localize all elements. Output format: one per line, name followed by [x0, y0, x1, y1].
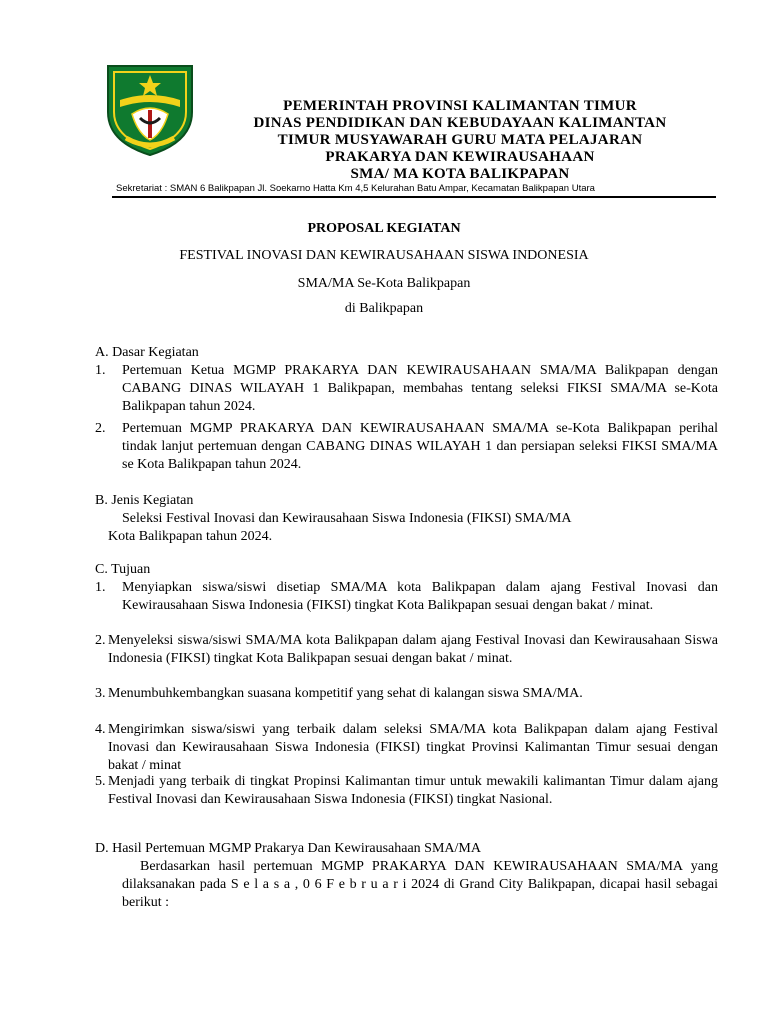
- section-d-heading: D. Hasil Pertemuan MGMP Prakarya Dan Kewirausahaan SMA/MA: [95, 841, 481, 856]
- section-c-item-4: Mengirimkan siswa/siswi yang terbaik dalam seleksi SMA/MA kota Balikpapan dalam ajang Festival Inovasi dan Kewirausahaan Siswa Indonesia (FIKSI) tingkat Provinsi Kalimantan Timur sesuai dengan bakat / minat: [108, 722, 718, 773]
- section-b-text-line-1: Seleksi Festival Inovasi dan Kewirausahaan Siswa Indonesia (FIKSI) SMA/MA: [122, 511, 572, 526]
- section-c-item-2: Menyeleksi siswa/siswi SMA/MA kota Balikpapan dalam ajang Festival Inovasi dan Kewirausahaan Siswa Indonesia (FIKSI) tingkat Kota Balikpapan sesuai dengan bakat / minat.: [108, 633, 718, 666]
- section-b-heading: B. Jenis Kegiatan: [95, 493, 194, 508]
- section-c-item-3: Menumbuhkembangkan suasana kompetitif yang sehat di kalangan siswa SMA/MA.: [108, 686, 583, 701]
- section-a-heading: A. Dasar Kegiatan: [95, 345, 199, 360]
- secretariat-address: Sekretariat : SMAN 6 Balikpapan Jl. Soekarno Hatta Km 4,5 Kelurahan Batu Ampar, Kecamatan Balikpapan Utara: [116, 183, 595, 194]
- section-c-item-3-number: 3.: [95, 686, 106, 701]
- section-d-paragraph: [122, 858, 718, 912]
- section-c-item-1-number: 1.: [95, 580, 106, 595]
- section-a-item-1: Pertemuan Ketua MGMP PRAKARYA DAN KEWIRAUSAHAAN SMA/MA Balikpapan dengan CABANG DINAS WILAYAH 1 Balikpapan, membahas tentang seleksi FIKSI SMA/MA se-Kota Balikpapan tahun 2024.: [122, 363, 718, 414]
- section-c-item-5-number: 5.: [95, 774, 106, 789]
- section-d-text-part-1: Berdasarkan hasil pertemuan MGMP PRAKARYA DAN KEWIRAUSAHAAN SMA/MA yang dilaksanakan pada: [122, 859, 718, 892]
- letterhead-divider: [112, 196, 716, 198]
- section-a-item-2-number: 2.: [95, 421, 106, 436]
- section-c-item-4-number: 4.: [95, 722, 106, 737]
- letterhead-line-4: PRAKARYA DAN KEWIRAUSAHAAN: [325, 149, 595, 165]
- letterhead-line-3: TIMUR MUSYAWARAH GURU MATA PELAJARAN: [277, 132, 643, 148]
- proposal-scope: SMA/MA Se-Kota Balikpapan: [297, 276, 471, 291]
- section-c-item-1: Menyiapkan siswa/siswi disetiap SMA/MA kota Balikpapan dalam ajang Festival Inovasi dan Kewirausahaan Siswa Indonesia (FIKSI) tingkat Kota Balikpapan sesuai dengan bakat / minat.: [122, 580, 718, 613]
- section-c-heading: C. Tujuan: [95, 562, 151, 577]
- letterhead-line-1: PEMERINTAH PROVINSI KALIMANTAN TIMUR: [283, 98, 637, 114]
- section-d-text-part-2: 2024 di Grand City Balikpapan, dicapai hasil sebagai berikut :: [122, 877, 718, 910]
- section-d-meeting-date: S e l a s a , 0 6 F e b r u a r i: [230, 877, 407, 892]
- section-a-item-2: Pertemuan MGMP PRAKARYA DAN KEWIRAUSAHAAN SMA/MA se-Kota Balikpapan perihal tindak lanjut pertemuan dengan CABANG DINAS WILAYAH 1 dan persiapan seleksi FIKSI SMA/MA se Kota Balikpapan tahun 2024.: [122, 421, 718, 472]
- kaltim-emblem-logo: [104, 62, 196, 158]
- proposal-subtitle: FESTIVAL INOVASI DAN KEWIRAUSAHAAN SISWA INDONESIA: [179, 248, 589, 263]
- letterhead-block: [200, 98, 720, 183]
- section-c-item-5: Menjadi yang terbaik di tingkat Propinsi Kalimantan timur untuk mewakili kalimantan Timur dalam ajang Festival Inovasi dan Kewirausahaan Siswa Indonesia (FIKSI) tingkat Nasional.: [108, 774, 718, 807]
- section-c-item-2-number: 2.: [95, 633, 106, 648]
- section-a-item-1-number: 1.: [95, 363, 106, 378]
- section-b-text-line-2: Kota Balikpapan tahun 2024.: [108, 529, 273, 544]
- letterhead-line-2: DINAS PENDIDIKAN DAN KEBUDAYAAN KALIMANTAN: [253, 115, 667, 131]
- proposal-title: PROPOSAL KEGIATAN: [307, 221, 461, 236]
- proposal-location: di Balikpapan: [344, 301, 424, 316]
- letterhead-line-5: SMA/ MA KOTA BALIKPAPAN: [350, 166, 570, 182]
